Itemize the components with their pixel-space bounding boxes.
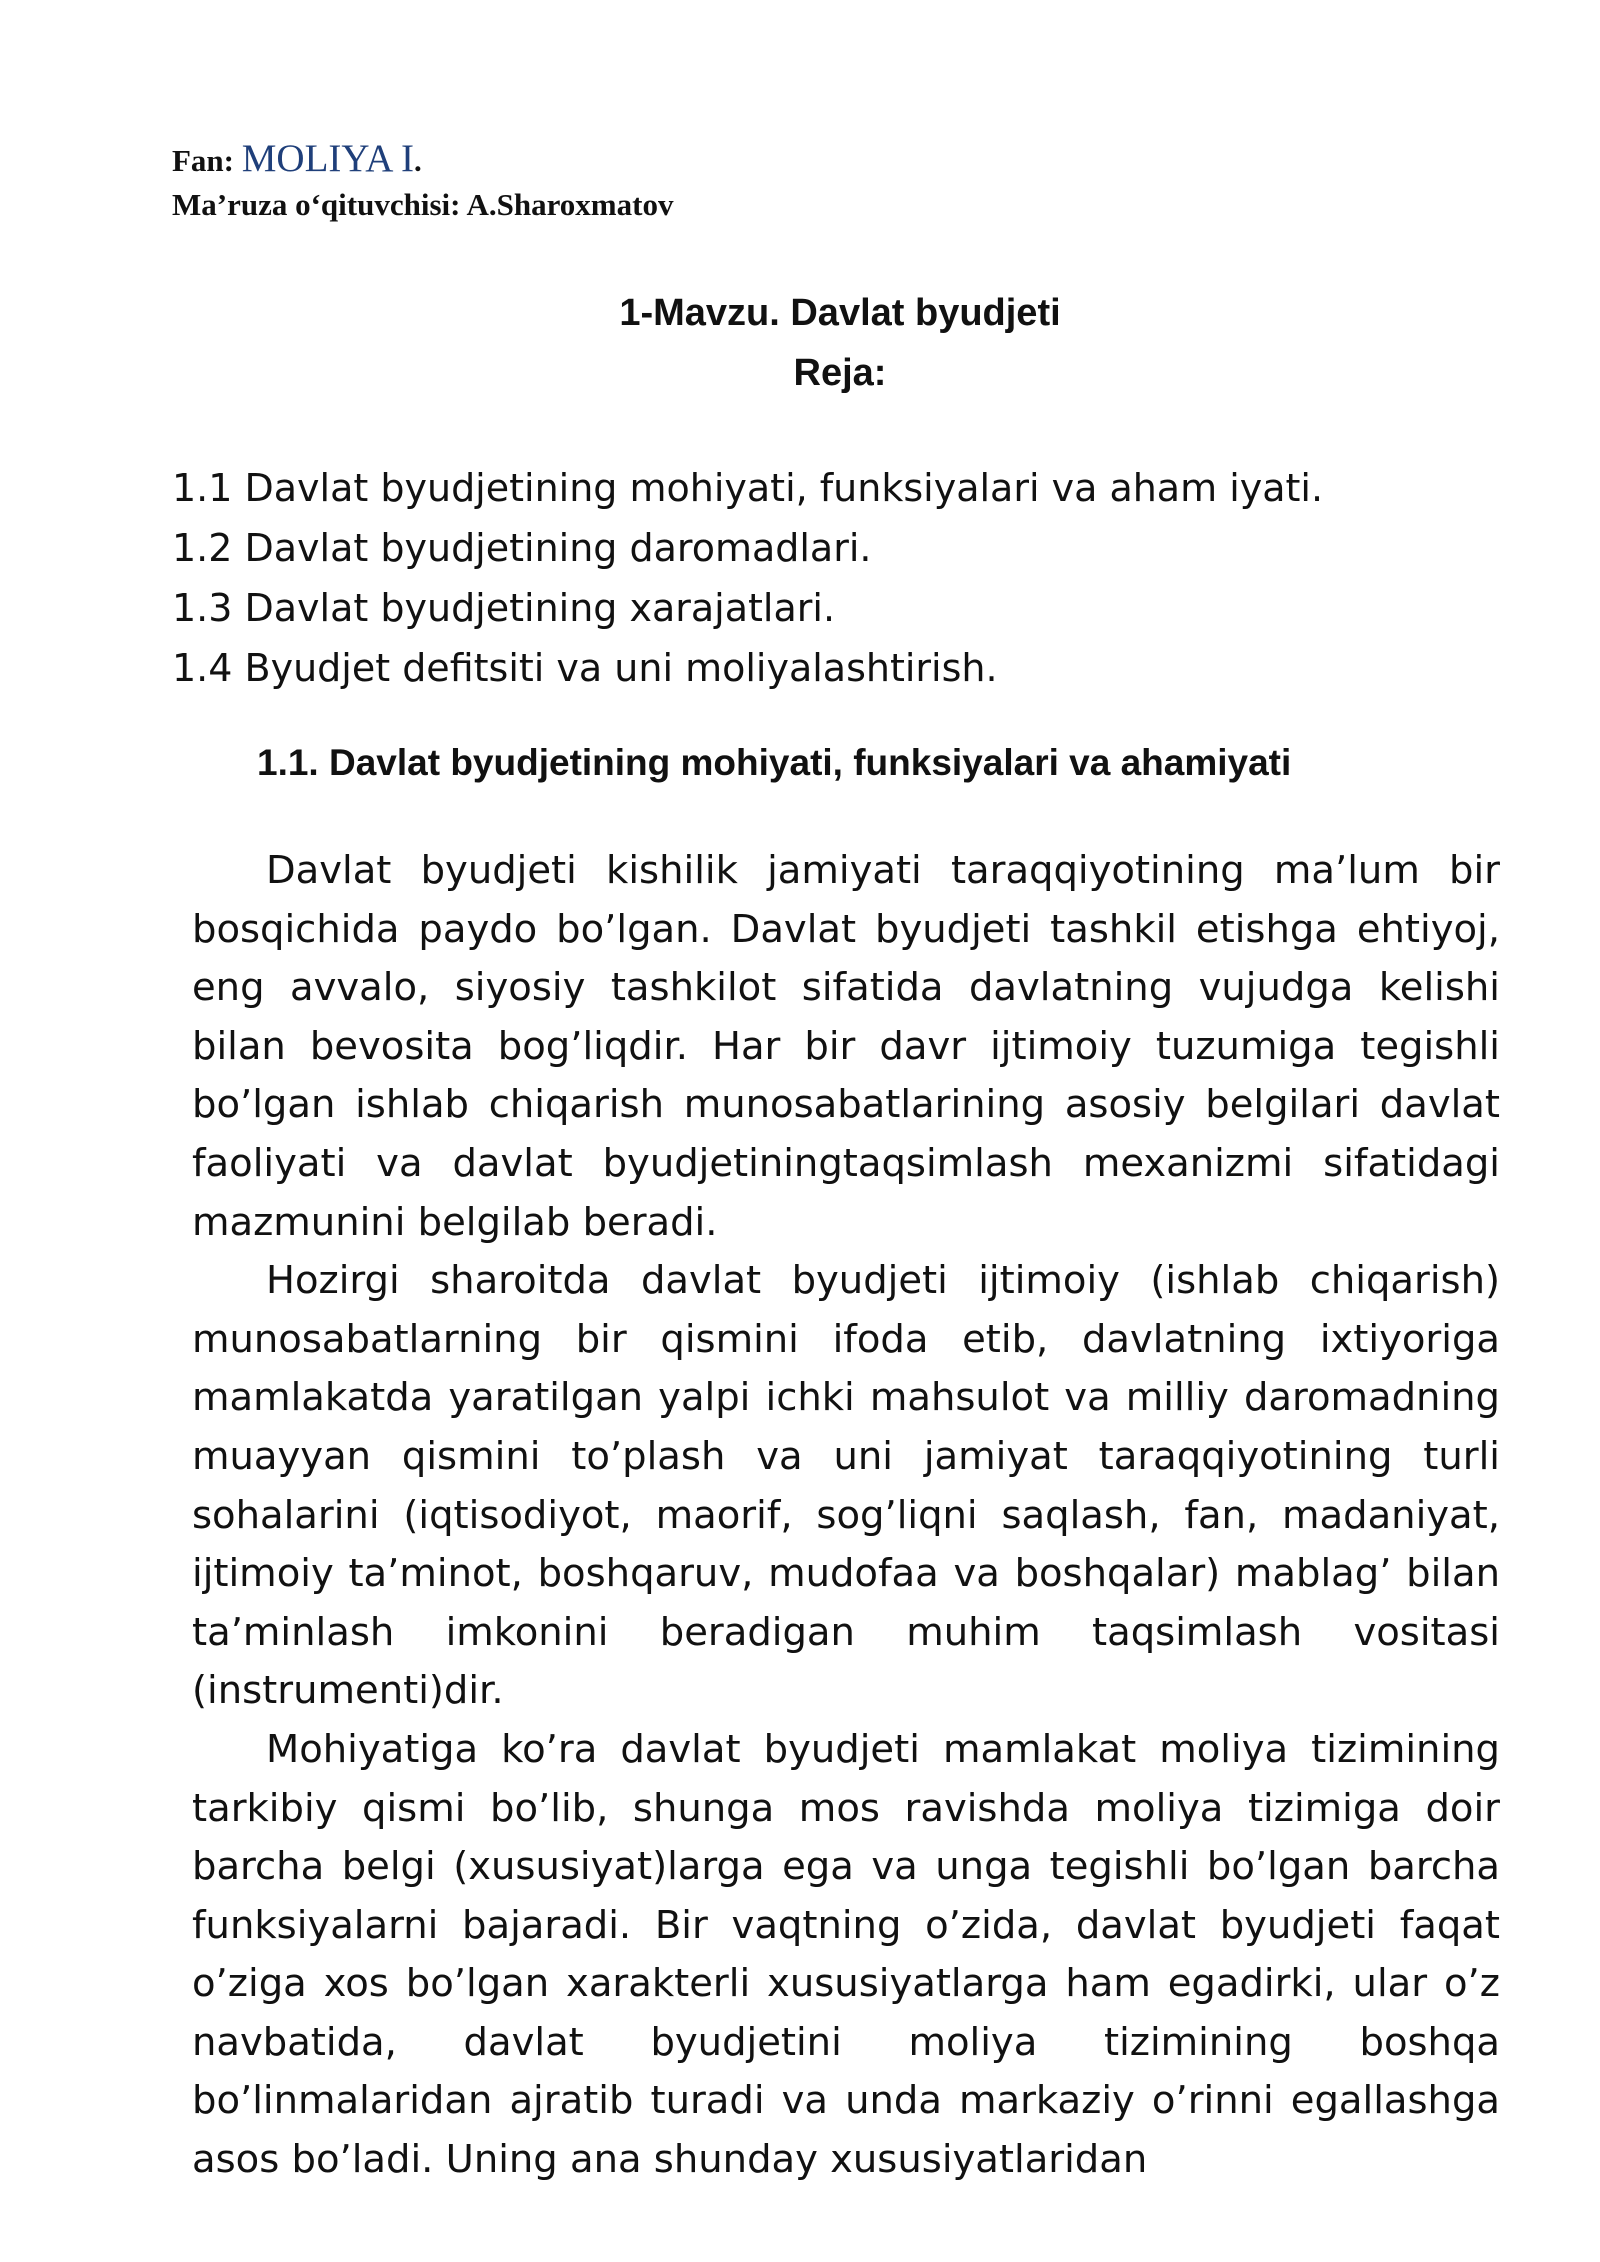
subject-label: Fan: (172, 143, 242, 178)
subject-name: MOLIYA I (241, 137, 414, 180)
paragraph: Mohiyatiga ko’ra davlat byudjeti mamlakat moliya tizimining tarkibiy qismi bo’lib, shunga mos ravishda moliya tizimiga doir barcha belgi (xususiyat)larga ega va unga tegishli bo’lgan barcha funksiyalarni bajaradi. Bir vaqtning o’zida, davlat byudjeti faqat o’ziga xos bo’lgan xarakterli xususiyatlarga ham egadirki, ular o’z navbatida, davlat byudjetini moliya tizimining boshqa bo’linmalaridan ajratib turadi va unda markaziy o’rinni egallashga asos bo’ladi. Uning ana shunday xususiyatlaridan (192, 1726, 1500, 2183)
subject-dot: . (414, 143, 422, 178)
body-text (192, 842, 1500, 2190)
lecturer-line: Ma’ruza o‘qituvchisi: A.Sharoxmatov (172, 187, 674, 222)
paragraph: Davlat byudjeti kishilik jamiyati taraqqiyotining ma’lum bir bosqichida paydo bo’lgan. Davlat byudjeti tashkil etishga ehtiyoj, eng avvalo, siyosiy tashkilot sifatida davlatning vujudga kelishi bilan bevosita bog’liqdir. Har bir davr ijtimoiy tuzumiga tegishli bo’lgan ishlab chiqarish munosabatlarining asosiy belgilari davlat faoliyati va davlat byudjetiningtaqsimlash mexanizmi sifatidagi mazmunini belgilab beradi. (192, 848, 1500, 1245)
lecture-title: 1-Mavzu. Davlat byudjeti (619, 292, 1061, 334)
plan-list (172, 458, 1323, 698)
section-heading: 1.1. Davlat byudjetining mohiyati, funksiyalari va ahamiyati (257, 742, 1292, 783)
plan-item: 1.1 Davlat byudjetining mohiyati, funksiyalari va aham iyati. (172, 466, 1324, 510)
subject-line (172, 136, 422, 183)
plan-heading: Reja: (793, 352, 887, 394)
paragraph: Hozirgi sharoitda davlat byudjeti ijtimoiy (ishlab chiqarish) munosabatlarning bir qismini ifoda etib, davlatning ixtiyoriga mamlakatda yaratilgan yalpi ichki mahsulot va milliy daromadning muayyan qismini to’plash va uni jamiyat taraqqiyotining turli sohalarini (iqtisodiyot, maorif, sog’liqni saqlash, fan, madaniyat, ijtimoiy ta’minot, boshqaruv, mudofaa va boshqalar) mablag’ bilan ta’minlash imkonini beradigan muhim taqsimlash vositasi (instrumenti)dir. (192, 1258, 1500, 1714)
plan-item: 1.4 Byudjet defitsiti va uni moliyalashtirish. (172, 646, 998, 690)
plan-item: 1.3 Davlat byudjetining xarajatlari. (172, 586, 836, 630)
plan-item: 1.2 Davlat byudjetining daromadlari. (172, 526, 872, 570)
